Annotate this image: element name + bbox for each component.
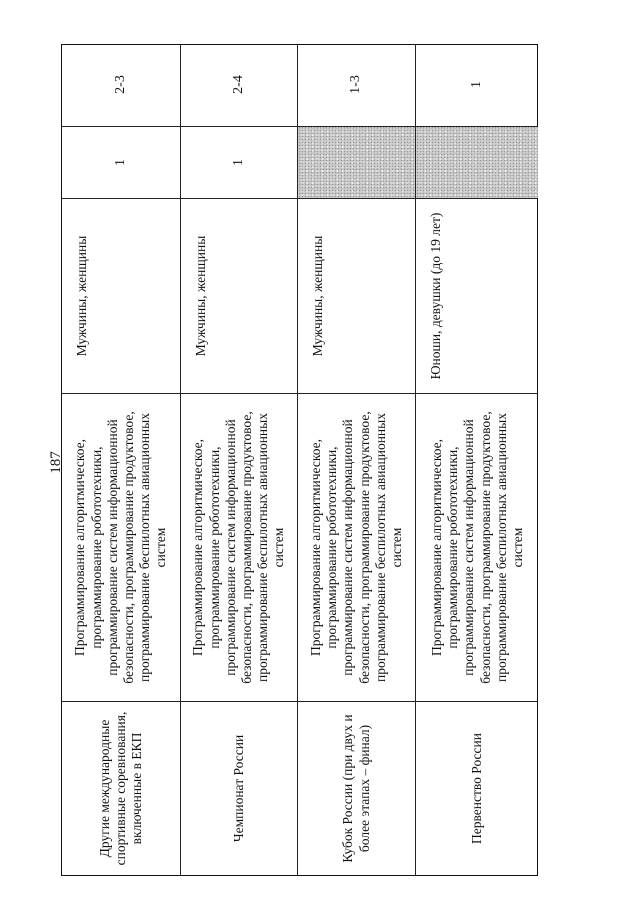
rotated-table-wrapper xyxy=(61,44,538,876)
cell-value-1-shaded xyxy=(298,126,416,198)
cell-disciplines: Программирование алгоритмическое, программирование робототехники, программирование систем информационной безопасности, программирование продуктовое, программирование беспилотных авиационных систем xyxy=(298,393,416,701)
cell-value-2: 2-4 xyxy=(181,44,298,126)
cell-disciplines: Программирование алгоритмическое, программирование робототехники, программирование систем информационной безопасности, программирование продуктовое, программирование беспилотных авиационных систем xyxy=(416,393,538,701)
cell-disciplines: Программирование алгоритмическое, программирование робототехники, программирование систем информационной безопасности, программирование продуктовое, программирование беспилотных авиационных систем xyxy=(62,393,181,701)
page-number-text: 187 xyxy=(47,450,64,474)
cell-participants: Мужчины, женщины xyxy=(181,198,298,393)
cell-value-2: 1-3 xyxy=(298,44,416,126)
cell-value-1: 1 xyxy=(181,126,298,198)
cell-competition: Кубок России (при двух и более этапах – финал) xyxy=(298,701,416,875)
cell-participants: Мужчины, женщины xyxy=(62,198,181,393)
cell-value-2: 1 xyxy=(469,81,485,88)
cell-competition: Другие международные спортивные соревнования, включенные в ЕКП xyxy=(62,701,181,875)
cell-participants: Мужчины, женщины xyxy=(298,198,416,393)
cell-value-1: 1 xyxy=(62,126,181,198)
cell-competition: Чемпионат России xyxy=(181,701,298,875)
competitions-table xyxy=(61,44,538,876)
cell-competition: Первенство России xyxy=(416,701,538,875)
cell-value-1-shaded xyxy=(416,126,538,198)
cell-participants: Юноши, девушки (до 19 лет) xyxy=(416,198,538,393)
cell-disciplines: Программирование алгоритмическое, программирование робототехники, программирование систем информационной безопасности, программирование продуктовое, программирование беспилотных авиационных систем xyxy=(181,393,298,701)
cell-value-2: 2-3 xyxy=(62,44,181,126)
